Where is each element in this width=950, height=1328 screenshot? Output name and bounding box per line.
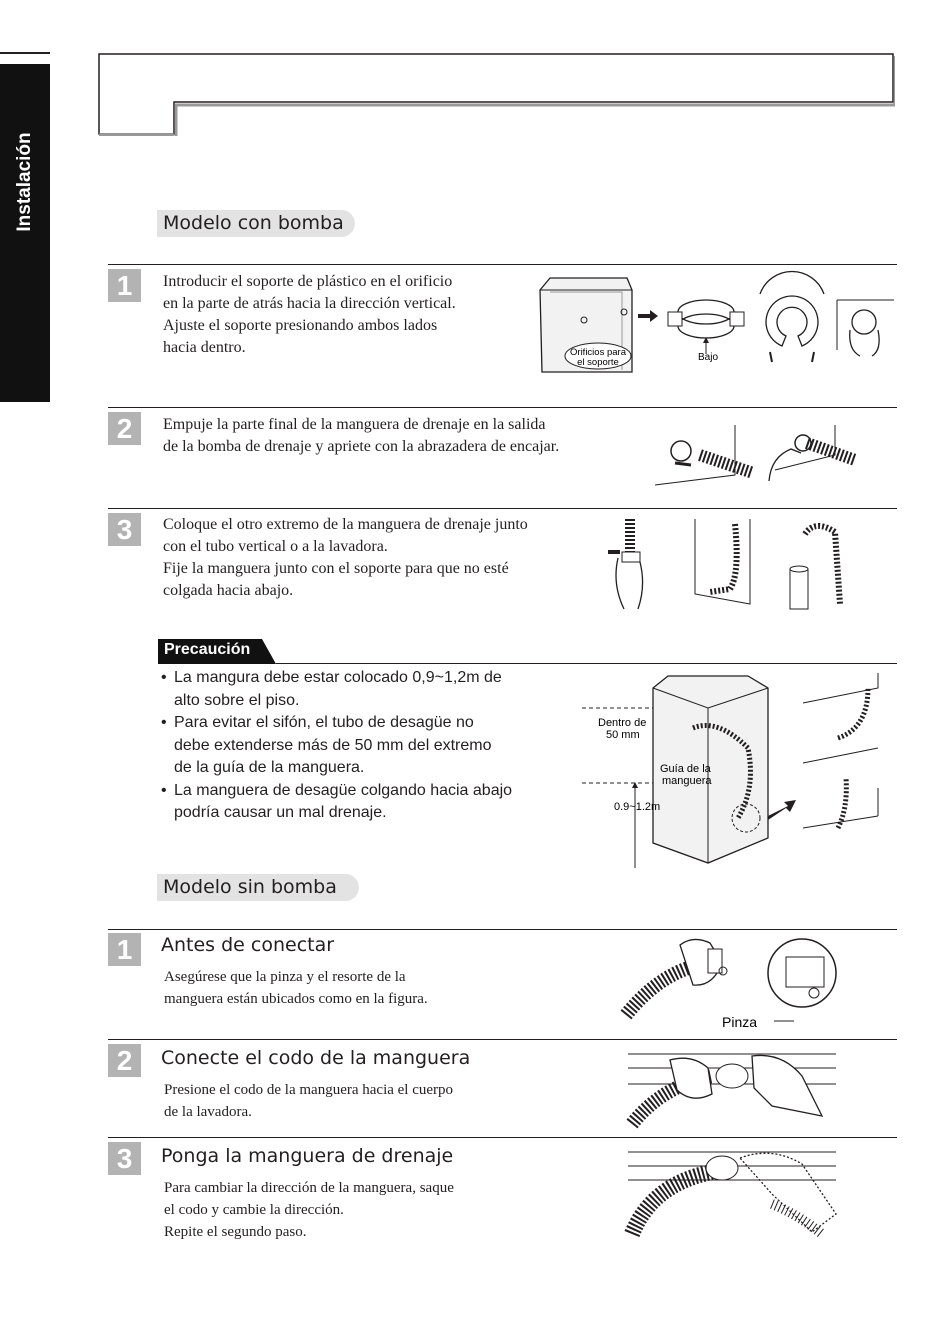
figure-label-holes: el soporte [577,357,619,368]
figure-label-height: 0.9~1.2m [614,801,661,813]
step-text: Asegúrese que la pinza y el resorte de la manguera están ubicados como en la figura. [164,969,428,1007]
figure-label-within: Dentro de [598,717,647,729]
figure-label-guide: manguera [662,775,712,787]
standpipe-figure [600,514,870,614]
divider [108,407,897,408]
support-installation-figure [532,270,897,380]
figure-label-bottom: Bajo [697,352,719,363]
change-direction-figure [622,1144,862,1240]
caution-title: Precaución [164,641,251,658]
divider [108,508,897,509]
divider [108,1137,897,1138]
elbow-connect-figure [622,1046,842,1130]
step-title: Antes de conectar [161,934,335,956]
step-number: 1 [108,933,141,966]
caution-item: • Para evitar el sifón, el tubo de desagüe no debe extenderse más de 50 mm del extremo de la guía de la manguera. [161,712,561,780]
sidebar-label: Instalación [14,132,35,232]
caution-title-wrap [158,639,276,664]
section-heading-no-pump: Modelo sin bomba [157,874,359,901]
step-text: Introducir el soporte de plástico en el orificio en la parte de atrás hacia la dirección vertical. Ajuste el soporte presionando ambos lados hacia dentro. [163,273,456,356]
step-text: Coloque el otro extremo de la manguera de drenaje junto con el tubo vertical o a la lavadora. Fije la manguera junto con el soporte para que no esté colgada hacia abajo. [163,516,528,599]
step-number: 2 [108,1044,141,1077]
step-number: 2 [108,412,141,445]
step-text: Para cambiar la dirección de la manguera, saque el codo y cambie la dirección. Repite el segundo paso. [164,1180,454,1240]
step-title: Conecte el codo de la manguera [161,1047,471,1069]
drain-hose-figure [645,415,895,495]
step-number: 3 [108,1142,141,1175]
figure-label-guide: Guía de la [660,763,711,775]
sidebar-top-rule [0,52,50,54]
caution-item: • La mangura debe estar colocado 0,9~1,2m de alto sobre el piso. [161,667,561,712]
divider [276,663,897,664]
divider [108,929,897,930]
caution-item: • La manguera de desagüe colgando hacia abajo podría causar un mal drenaje. [161,780,561,825]
step-title: Ponga la manguera de drenaje [161,1145,454,1167]
divider [108,1039,897,1040]
divider [108,264,897,265]
title-frame [95,50,895,136]
caution-list [161,667,561,825]
section-heading-pump: Modelo con bomba [157,210,355,237]
hose-clamp-figure [618,935,858,1035]
step-number: 1 [108,269,141,302]
figure-label-within: 50 mm [606,729,640,741]
step-number: 3 [108,513,141,546]
hose-height-figure [578,668,898,873]
step-text: Presione el codo de la manguera hacia el cuerpo de la lavadora. [164,1082,454,1120]
figure-label-clamp: Pinza [722,1014,758,1030]
sidebar-tab [0,64,50,402]
figure-label-holes: Orificios para [570,347,626,358]
step-text: Empuje la parte final de la manguera de drenaje en la salida de la bomba de drenaje y apriete con la abrazadera de encajar. [163,416,560,455]
